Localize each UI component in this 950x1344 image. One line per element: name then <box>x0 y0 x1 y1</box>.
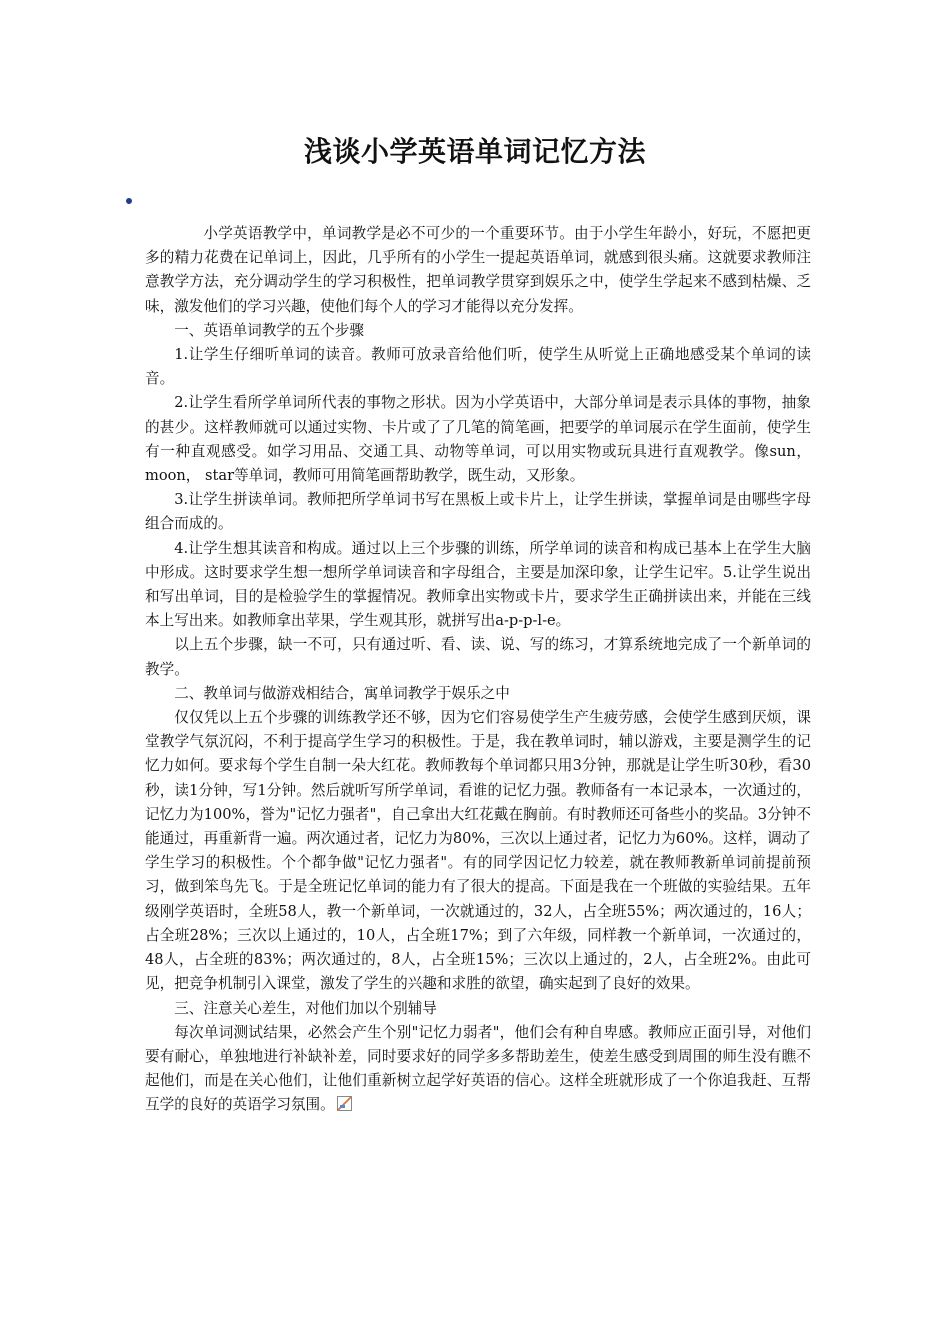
document-title: 浅谈小学英语单词记忆方法 <box>303 135 646 168</box>
paragraph-step-1: 1.让学生仔细听单词的读音。教师可放录音给他们听，使学生从听觉上正确地感受某个单词的读音。 <box>145 346 811 388</box>
paragraph-intro: 小学英语教学中，单词教学是必不可少的一个重要环节。由于小学生年龄小，好玩，不愿把更多的精力花费在记单词上，因此，几乎所有的小学生一提起英语单词，就感到很头痛。这就要求教师注意教学方法，充分调动学生的学习积极性，把单词教学贯穿到娱乐之中，使学生学起来不感到枯燥、乏味，激发他们的学习兴趣，使他们每个人的学习才能得以充分发挥。 <box>145 225 811 315</box>
section-heading-1: 一、英语单词教学的五个步骤 <box>174 321 364 339</box>
document-body <box>145 222 811 1118</box>
broken-image-icon <box>337 1096 352 1111</box>
section-heading-2: 二、教单词与做游戏相结合，寓单词教学于娱乐之中 <box>174 684 510 702</box>
paragraph-step-2: 2.让学生看所学单词所代表的事物之形状。因为小学英语中，大部分单词是表示具体的事物，抽象的甚少。这样教师就可以通过实物、卡片或了了几笔的简笔画，把要学的单词展示在学生面前，使学生有一种直观感受。如学习用品、交通工具、动物等单词，可以用实物或玩具进行直观教学。像sun， moon， star等单词，教师可用简笔画帮助教学，既生动，又形象。 <box>145 394 811 485</box>
paragraph-care <box>145 1021 811 1118</box>
paragraph-game: 仅仅凭以上五个步骤的训练教学还不够，因为它们容易使学生产生疲劳感，会使学生感到厌烦，课堂教学气氛沉闷，不利于提高学生学习的积极性。于是，我在教单词时，辅以游戏，主要是测学生的记忆力如何。要求每个学生自制一朵大红花。教师教每个单词都只用3分钟，那就是让学生听30秒，看30秒，读1分钟，写1分钟。然后就听写所学单词，看谁的记忆力强。教师备有一本记录本，一次通过的，记忆力为100%，誉为"记忆力强者"，自己拿出大红花戴在胸前。有时教师还可备些小的奖品。3分钟不能通过，再重新背一遍。两次通过者，记忆力为80%，三次以上通过者，记忆力为60%。这样，调动了学生学习的积极性。个个都争做"记忆力强者"。有的同学因记忆力较差，就在教师教新单词前提前预习，做到笨鸟先飞。于是全班记忆单词的能力有了很大的提高。下面是我在一个班做的实验结果。五年级刚学英语时，全班58人，教一个新单词，一次就通过的，32人，占全班55%；两次通过的，16人；占全班28%；三次以上通过的，10人，占全班17%；到了六年级，同样教一个新单词，一次通过的，48人，占全班的83%；两次通过的，8人，占全班15%；三次以上通过的，2人，占全班2%。由此可见，把竞争机制引入课堂，激发了学生的兴趣和求胜的欲望，确实起到了良好的效果。 <box>145 709 811 993</box>
paragraph-step-4-5: 4.让学生想其读音和构成。通过以上三个步骤的训练，所学单词的读音和构成已基本上在学生大脑中形成。这时要求学生想一想所学单词读音和字母组合，主要是加深印象，让学生记牢。5.让学生说出和写出单词，目的是检验学生的掌握情况。教师拿出实物或卡片，要求学生正确拼读出来，并能在三线本上写出来。如教师拿出苹果，学生观其形，就拼写出a-p-p-l-e。 <box>145 539 811 630</box>
paragraph-summary: 以上五个步骤，缺一不可，只有通过听、看、读、说、写的练习，才算系统地完成了一个新单词的教学。 <box>145 636 811 678</box>
section-heading-3: 三、注意关心差生，对他们加以个别辅导 <box>174 999 437 1017</box>
paragraph-care-text: 每次单词测试结果，必然会产生个别"记忆力弱者"，他们会有种自卑感。教师应正面引导，对他们要有耐心，单独地进行补缺补差，同时要求好的同学多多帮助差生，使差生感受到周围的师生没有瞧不起他们，而是在关心他们，让他们重新树立起学好英语的信心。这样全班就形成了一个你追我赶、互帮互学的良好的英语学习氛围。 <box>145 1023 811 1114</box>
paragraph-step-3: 3.让学生拼读单词。教师把所学单词书写在黑板上或卡片上，让学生拼读，掌握单词是由哪些字母组合而成的。 <box>145 491 811 533</box>
bullet-dot-icon <box>126 198 132 204</box>
